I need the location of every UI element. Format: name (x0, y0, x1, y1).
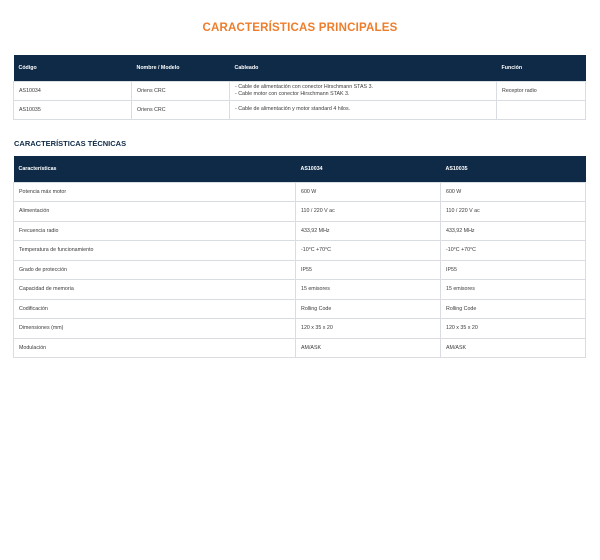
specs-table-header (14, 156, 586, 182)
spec-value-as10035: IP55 (441, 260, 586, 280)
table-row (14, 319, 586, 339)
spec-value-as10034: -10°C +70°C (296, 241, 441, 261)
spec-value-as10035: Rolling Code (441, 299, 586, 319)
cell-codigo: AS10035 (14, 100, 132, 119)
table-row (14, 241, 586, 261)
models-table (13, 55, 586, 120)
header-cableado: Cableado (230, 55, 497, 81)
spec-label: Capacidad de memoria (14, 280, 296, 300)
spec-value-as10035: 15 emisores (441, 280, 586, 300)
table-row (14, 100, 586, 119)
spec-value-as10035: -10°C +70°C (441, 241, 586, 261)
spec-value-as10034: 600 W (296, 182, 441, 202)
spec-label: Potencia máx motor (14, 182, 296, 202)
table-row (14, 280, 586, 300)
cell-codigo: AS10034 (14, 81, 132, 100)
header-as10034: AS10034 (296, 156, 441, 182)
table-row (14, 260, 586, 280)
spec-label: Codificación (14, 299, 296, 319)
specs-table (13, 156, 586, 358)
table-row (14, 81, 586, 100)
main-title: CARACTERÍSTICAS PRINCIPALES (202, 22, 398, 34)
spec-value-as10034: IP55 (296, 260, 441, 280)
cableado-line: - Cable de alimentación con conector Hirschmann STAS 3. (235, 84, 373, 90)
table-row (14, 202, 586, 222)
spec-label: Modulación (14, 338, 296, 358)
cell-cableado (230, 81, 497, 100)
cableado-line: - Cable de alimentación y motor standard 4 hilos. (235, 106, 351, 113)
spec-value-as10034: 433,92 MHz (296, 221, 441, 241)
table-row (14, 299, 586, 319)
cableado-line: - Cable motor con conector Hirschmann STAK 3. (235, 90, 350, 97)
cell-funcion (497, 100, 586, 119)
cell-cableado (230, 100, 497, 119)
header-caracteristicas: Características (14, 156, 296, 182)
spec-label: Grado de protección (14, 260, 296, 280)
cell-nombre: Oriens CRC (132, 100, 230, 119)
models-table-header (14, 55, 586, 81)
spec-label: Frecuencia radio (14, 221, 296, 241)
header-as10035: AS10035 (441, 156, 586, 182)
spec-value-as10035: 600 W (441, 182, 586, 202)
cell-nombre: Oriens CRC (132, 81, 230, 100)
header-nombre-modelo: Nombre / Modelo (132, 55, 230, 81)
spec-label: Temperatura de funcionamiento (14, 241, 296, 261)
table-row (14, 338, 586, 358)
header-codigo: Código (14, 55, 132, 81)
spec-value-as10034: Rolling Code (296, 299, 441, 319)
spec-value-as10034: AM/ASK (296, 338, 441, 358)
table-row (14, 221, 586, 241)
spec-value-as10035: 120 x 35 x 20 (441, 319, 586, 339)
spec-value-as10034: 110 / 220 V ac (296, 202, 441, 222)
spec-value-as10035: 110 / 220 V ac (441, 202, 586, 222)
spec-label: Dimensiones (mm) (14, 319, 296, 339)
spec-label: Alimentación (14, 202, 296, 222)
spec-value-as10034: 120 x 35 x 20 (296, 319, 441, 339)
spec-value-as10035: 433,92 MHz (441, 221, 586, 241)
header-funcion: Función (497, 55, 586, 81)
spec-value-as10034: 15 emisores (296, 280, 441, 300)
section-title: CARACTERÍSTICAS TÉCNICAS (14, 139, 127, 148)
table-row (14, 182, 586, 202)
spec-value-as10035: AM/ASK (441, 338, 586, 358)
cell-funcion: Receptor radio (497, 81, 586, 100)
